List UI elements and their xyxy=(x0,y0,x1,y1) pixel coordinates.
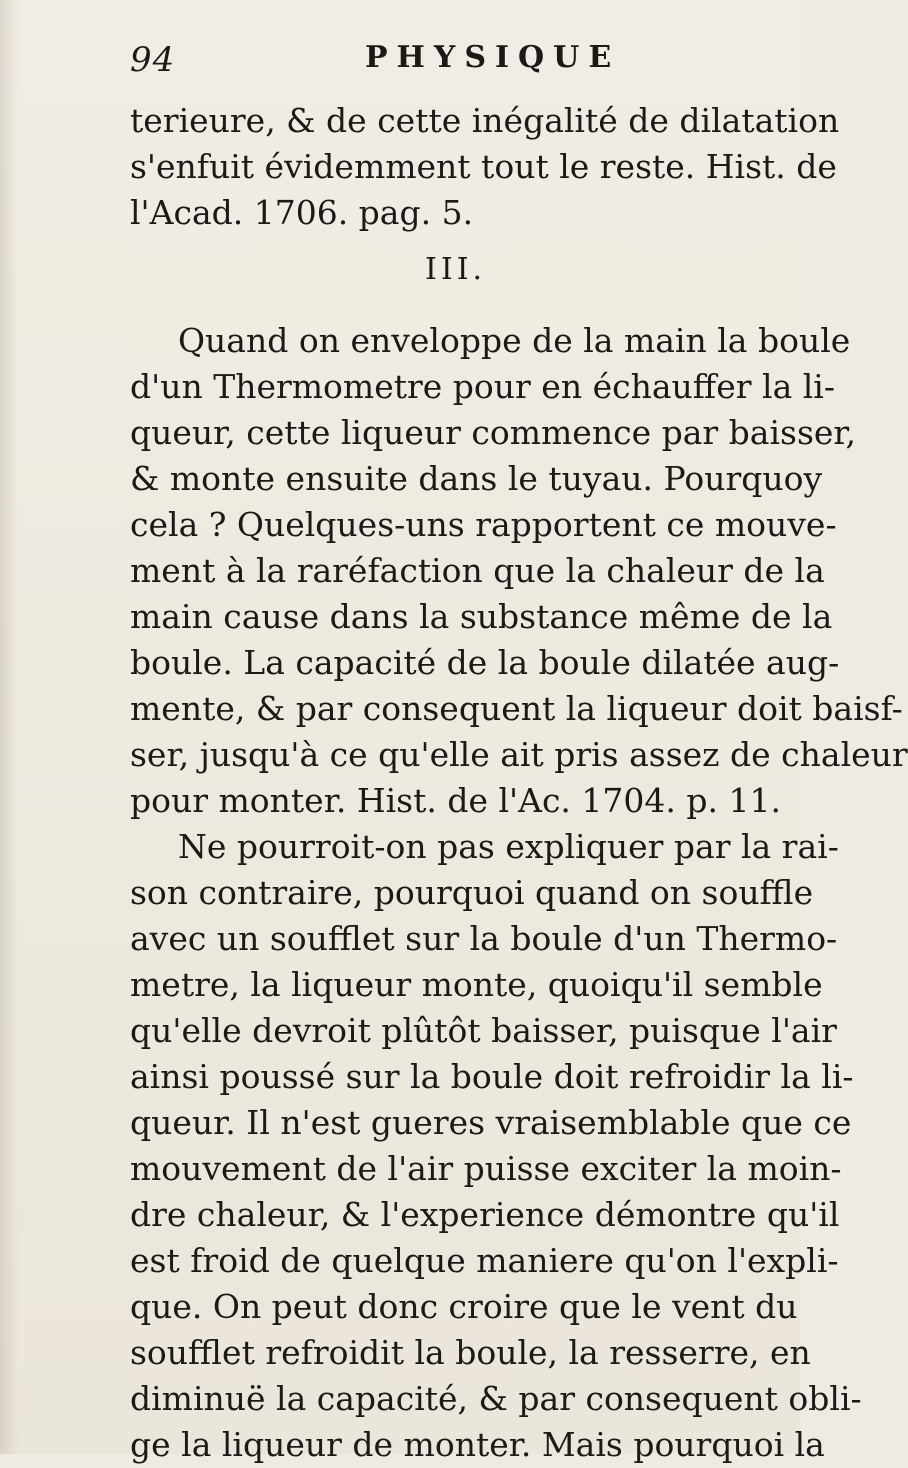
section-number: III. xyxy=(425,252,487,287)
text-line: dre chaleur, & l'experience démontre qu'il xyxy=(130,1195,840,1234)
text-line: son contraire, pourquoi quand on souffle xyxy=(130,873,814,912)
text-line: ge la liqueur de monter. Mais pourquoi la xyxy=(130,1425,825,1464)
text-line: terieure, & de cette inégalité de dilatation xyxy=(130,101,840,140)
paragraph-1 xyxy=(130,318,908,824)
text-line: queur. Il n'est gueres vraisemblable que ce xyxy=(130,1103,852,1142)
text-line: d'un Thermometre pour en échauffer la li- xyxy=(130,367,835,406)
text-line: s'enfuit évidemment tout le reste. Hist. de xyxy=(130,147,837,186)
text-line: & monte ensuite dans le tuyau. Pourquoy xyxy=(130,459,823,498)
paragraph-2 xyxy=(130,824,862,1468)
text-line: que. On peut donc croire que le vent du xyxy=(130,1287,798,1326)
text-line: queur, cette liqueur commence par baisser, xyxy=(130,413,857,452)
text-line: qu'elle devroit plûtôt baisser, puisque l'air xyxy=(130,1011,837,1050)
text-line: l'Acad. 1706. pag. 5. xyxy=(130,193,474,232)
running-title: PHYSIQUE xyxy=(365,40,621,75)
text-line: ment à la raréfaction que la chaleur de la xyxy=(130,551,825,590)
text-line: ainsi poussé sur la boule doit refroidir la li- xyxy=(130,1057,854,1096)
text-line: Ne pourroit-on pas expliquer par la rai- xyxy=(178,827,839,866)
page-header xyxy=(130,34,750,94)
text-line: avec un soufflet sur la boule d'un Thermo- xyxy=(130,919,838,958)
page-number: 94 xyxy=(130,40,176,80)
text-line: diminuë la capacité, & par consequent obli- xyxy=(130,1379,862,1418)
page-gutter-shadow xyxy=(0,0,18,1454)
text-line: pour monter. Hist. de l'Ac. 1704. p. 11. xyxy=(130,781,781,820)
text-line: metre, la liqueur monte, quoiqu'il semble xyxy=(130,965,823,1004)
text-line: est froid de quelque maniere qu'on l'expli- xyxy=(130,1241,839,1280)
text-line: main cause dans la substance même de la xyxy=(130,597,833,636)
text-line: Quand on enveloppe de la main la boule xyxy=(178,321,851,360)
text-line: boule. La capacité de la boule dilatée aug- xyxy=(130,643,840,682)
top-paragraph xyxy=(130,98,840,236)
text-line: ser, jusqu'à ce qu'elle ait pris assez de chaleur xyxy=(130,735,908,774)
section-body xyxy=(130,318,908,1468)
text-line: mouvement de l'air puisse exciter la moin- xyxy=(130,1149,842,1188)
text-line: mente, & par consequent la liqueur doit baisf- xyxy=(130,689,903,728)
text-line: cela ? Quelques-uns rapportent ce mouve- xyxy=(130,505,837,544)
text-line: soufflet refroidit la boule, la resserre, en xyxy=(130,1333,811,1372)
